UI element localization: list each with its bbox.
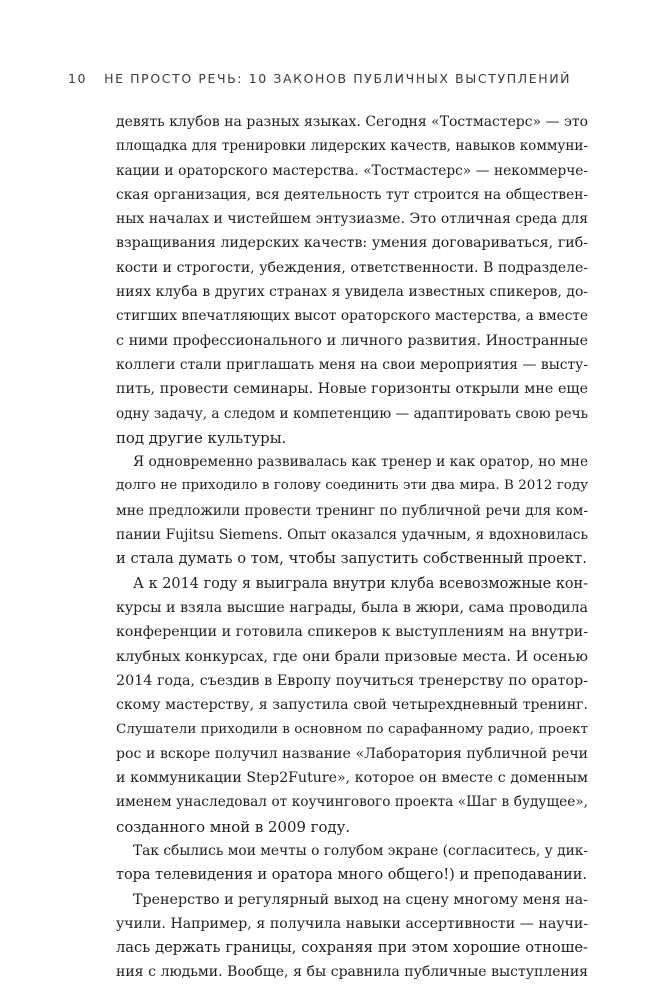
text-line: тора телевидения и оратора много общего!) и преподавании.	[116, 867, 588, 884]
text-line: долго не приходило в голову соединить эти два мира. В 2012 году	[116, 478, 588, 494]
text-line: ская организация, вся деятельность тут строится на обществен-	[116, 186, 588, 203]
text-line: одну задачу, а следом и компетенцию — адаптировать свою речь	[116, 405, 588, 422]
text-line: коллеги стали приглашать меня на свои мероприятия — высту-	[116, 356, 588, 373]
text-line: кации и ораторского мастерства. «Тостмастерс» — некоммерче-	[116, 162, 588, 179]
text-line: ниях клуба в других странах я увидела известных спикеров, до-	[116, 284, 588, 301]
text-line: и стала думать о том, чтобы запустить собственный проект.	[116, 550, 587, 568]
text-line: ных началах и чистейшем энтузиазме. Это отличная среда для	[116, 211, 588, 228]
text-line: рос и вскоре получил название «Лаборатория публичной речи	[116, 745, 588, 762]
text-line: клубных конкурсах, где они брали призовые места. И осенью	[116, 648, 588, 665]
text-line: Слушатели приходили в основном по сарафанному радио, проект	[116, 721, 588, 738]
text-line: курсы и взяла высшие награды, была в жюри, сама проводила	[116, 599, 588, 616]
text-line: учили. Например, я получила навыки ассертивности — научи-	[116, 915, 588, 932]
text-line: Я одновременно развивалась как тренер и как оратор, но мне	[133, 454, 589, 471]
text-line: конференции и готовила спикеров к выступлениям на внутри-	[116, 624, 588, 641]
text-line: Тренерство и регулярный выход на сцену многому меня на-	[133, 891, 588, 908]
text-line: пить, провести семинары. Новые горизонты открыли мне еще	[116, 381, 588, 398]
text-line: мне предложили провести тренинг по публичной речи для ком-	[116, 502, 588, 519]
text-line: Так сбылись мои мечты о голубом экране (согласитесь, у дик-	[133, 842, 588, 859]
text-line: площадка для тренировки лидерских качеств, навыков коммуни-	[116, 138, 588, 155]
text-line: именем унаследовал от коучингового проекта «Шаг в будущее»,	[116, 794, 588, 811]
text-line: под другие культуры.	[116, 428, 287, 447]
text-line: девять клубов на разных языках. Сегодня «Тостмастерс» — это	[116, 114, 588, 130]
page-number: 10	[68, 71, 88, 86]
text-line: с ними профессионального и личного развития. Иностранные	[116, 332, 588, 349]
text-line: пании Fujitsu Siemens. Опыт оказался удачным, я вдохновилась	[116, 527, 588, 544]
book-title: НЕ ПРОСТО РЕЧЬ: 10 ЗАКОНОВ ПУБЛИЧНЫХ ВЫСТУПЛЕНИЙ	[104, 71, 572, 86]
body-text	[116, 110, 588, 985]
text-line: ния с людьми. Вообще, я бы сравнила публичные выступления	[116, 964, 588, 981]
text-line: стигших впечатляющих высот ораторского мастерства, а вместе	[116, 308, 588, 325]
text-line: скому мастерству, я запустила свой четырехдневный тренинг.	[116, 697, 588, 714]
text-line: созданного мной в 2009 году.	[116, 817, 351, 836]
running-head	[68, 71, 571, 86]
text-line: 2014 года, съездив в Европу поучиться тренерству по оратор-	[116, 672, 588, 689]
text-line: взращивания лидерских качеств: умения договариваться, гиб-	[116, 235, 588, 252]
text-line: кости и строгости, убеждения, ответственности. В подразделе-	[116, 259, 588, 276]
text-line: и коммуникации Step2Future», которое он вместе с доменным	[116, 770, 588, 787]
text-line: А к 2014 году я выиграла внутри клуба всевозможные кон-	[133, 575, 588, 592]
text-line: лась держать границы, сохраняя при этом хорошие отноше-	[116, 939, 588, 957]
